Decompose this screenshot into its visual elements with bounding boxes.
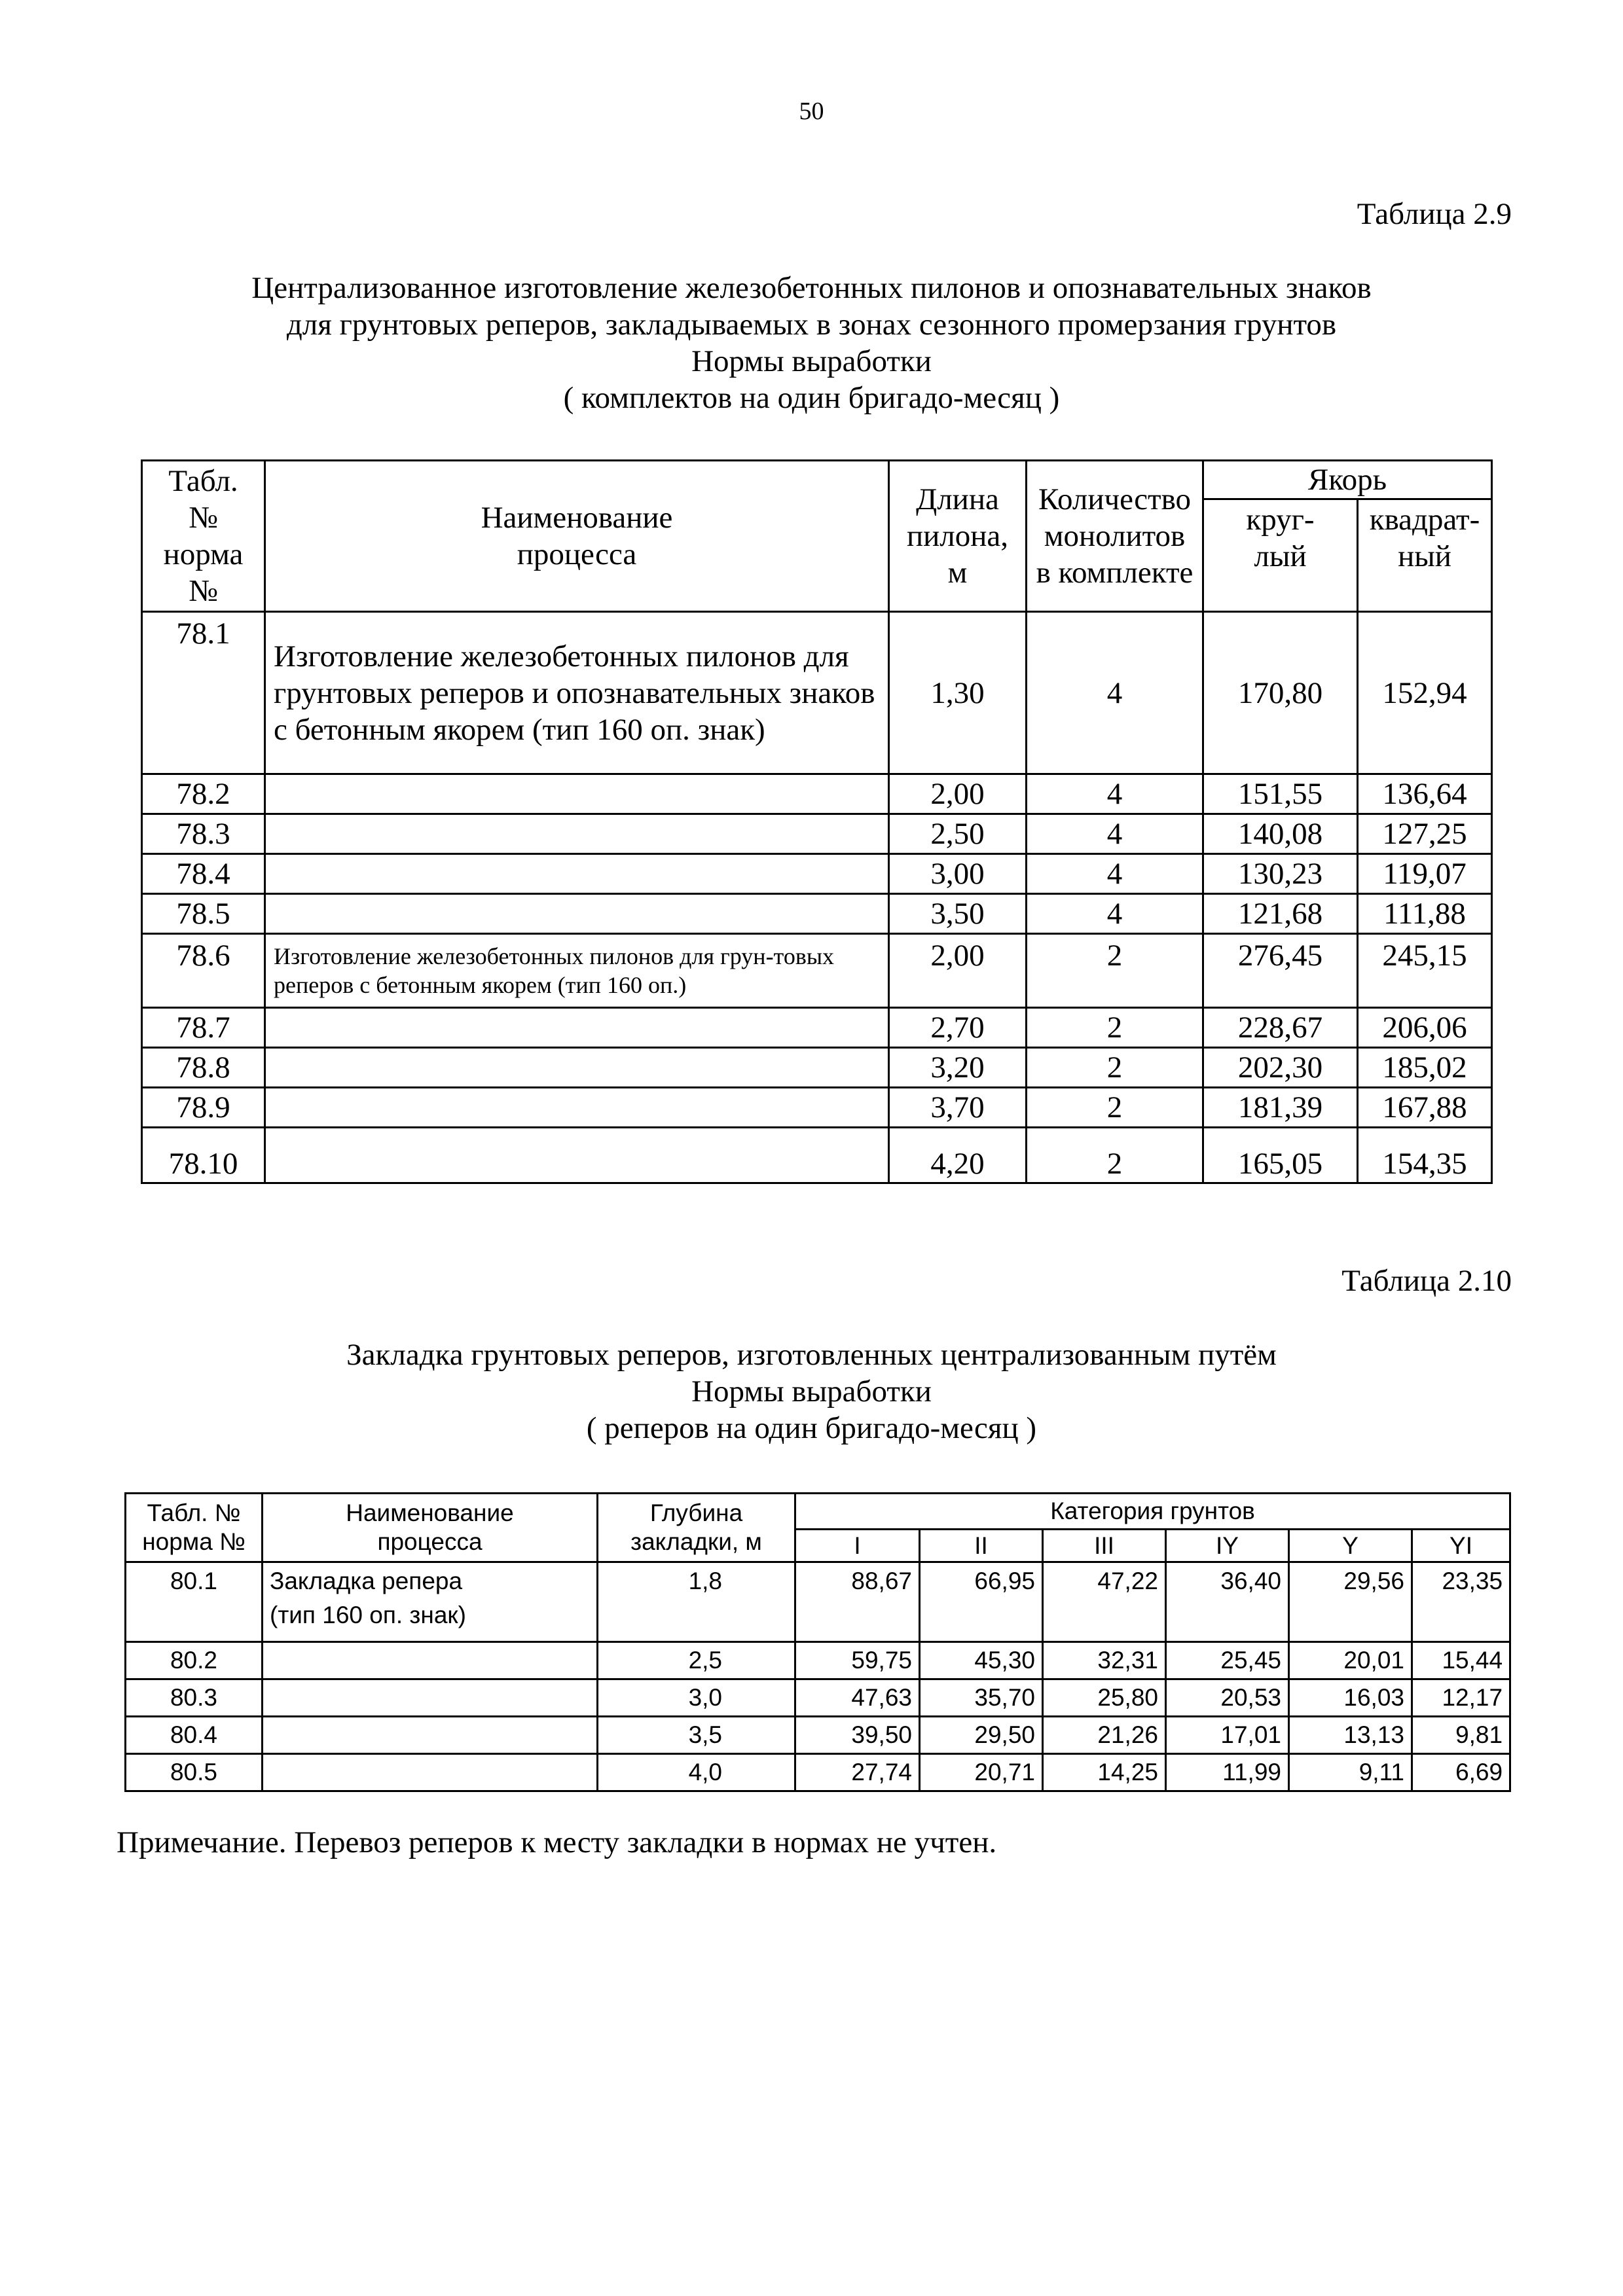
table-title-2-9: [0, 270, 1623, 416]
cell-category-1: 47,63: [795, 1679, 920, 1717]
cell-category-3: 14,25: [1043, 1754, 1166, 1791]
title-line: Закладка грунтовых реперов, изготовленных централизованным путём: [346, 1338, 1277, 1372]
cell-category-6: 15,44: [1412, 1642, 1510, 1679]
table-title-2-10: [0, 1336, 1623, 1446]
cell-process-name: [265, 854, 889, 894]
cell-norm: 80.2: [126, 1642, 263, 1679]
header-category-5: Y: [1289, 1530, 1412, 1562]
header-category-4: IY: [1166, 1530, 1289, 1562]
cell-norm: 78.7: [142, 1008, 265, 1048]
cell-length: 3,20: [889, 1048, 1027, 1088]
cell-length: 3,00: [889, 854, 1027, 894]
cell-category-6: 9,81: [1412, 1717, 1510, 1754]
title-line: ( комплектов на один бригадо-месяц ): [563, 381, 1060, 415]
cell-count: 4: [1027, 854, 1203, 894]
cell-category-2: 35,70: [920, 1679, 1043, 1717]
cell-norm: 78.1: [142, 612, 265, 774]
cell-round: 130,23: [1203, 854, 1358, 894]
table-row: [142, 894, 1492, 934]
table-row: [126, 1642, 1510, 1679]
header-category-3: III: [1043, 1530, 1166, 1562]
cell-count: 4: [1027, 774, 1203, 814]
cell-round: 121,68: [1203, 894, 1358, 934]
cell-square: 152,94: [1358, 612, 1492, 774]
cell-square: 111,88: [1358, 894, 1492, 934]
header-soil-category: Категория грунтов: [795, 1494, 1510, 1530]
cell-norm: 78.9: [142, 1088, 265, 1128]
cell-category-4: 20,53: [1166, 1679, 1289, 1717]
page-number: 50: [799, 98, 824, 125]
cell-round: 165,05: [1203, 1128, 1358, 1183]
cell-length: 2,00: [889, 774, 1027, 814]
cell-norm: 80.1: [126, 1562, 263, 1642]
title-line: Нормы выработки: [691, 1374, 932, 1408]
cell-category-1: 88,67: [795, 1562, 920, 1642]
table-label-2-10: Таблица 2.10: [1341, 1264, 1512, 1298]
cell-process-name: [265, 1088, 889, 1128]
cell-category-4: 17,01: [1166, 1717, 1289, 1754]
cell-norm: 78.3: [142, 814, 265, 854]
table-row: [126, 1754, 1510, 1791]
header-norm: Табл. № норма №: [126, 1494, 263, 1562]
cell-square: 245,15: [1358, 934, 1492, 1008]
cell-category-5: 29,56: [1289, 1562, 1412, 1642]
cell-process-name: [263, 1717, 598, 1754]
cell-round: 151,55: [1203, 774, 1358, 814]
cell-category-4: 11,99: [1166, 1754, 1289, 1791]
header-category-6: YI: [1412, 1530, 1510, 1562]
cell-process-name: Изготовление железобетонных пилонов для грун-товых реперов с бетонным якорем (тип 160 оп.): [265, 934, 889, 1008]
title-line: для грунтовых реперов, закладываемых в зонах сезонного промерзания грунтов: [286, 308, 1337, 342]
cell-square: 167,88: [1358, 1088, 1492, 1128]
cell-count: 4: [1027, 894, 1203, 934]
cell-norm: 80.4: [126, 1717, 263, 1754]
cell-category-5: 20,01: [1289, 1642, 1412, 1679]
cell-square: 206,06: [1358, 1008, 1492, 1048]
cell-count: 4: [1027, 814, 1203, 854]
cell-norm: 78.8: [142, 1048, 265, 1088]
cell-category-1: 27,74: [795, 1754, 920, 1791]
cell-process-name: [263, 1642, 598, 1679]
cell-norm: 78.4: [142, 854, 265, 894]
cell-length: 1,30: [889, 612, 1027, 774]
table-row: [142, 774, 1492, 814]
cell-depth: 1,8: [598, 1562, 795, 1642]
cell-category-3: 25,80: [1043, 1679, 1166, 1717]
table-row: [126, 1562, 1510, 1642]
cell-category-2: 29,50: [920, 1717, 1043, 1754]
cell-round: 228,67: [1203, 1008, 1358, 1048]
cell-square: 136,64: [1358, 774, 1492, 814]
cell-length: 4,20: [889, 1128, 1027, 1183]
cell-round: 140,08: [1203, 814, 1358, 854]
cell-category-6: 12,17: [1412, 1679, 1510, 1717]
cell-process-name: [263, 1754, 598, 1791]
cell-category-2: 45,30: [920, 1642, 1043, 1679]
header-process-name: Наименование процесса: [263, 1494, 598, 1562]
cell-category-1: 59,75: [795, 1642, 920, 1679]
cell-category-3: 21,26: [1043, 1717, 1166, 1754]
table-row: [142, 1048, 1492, 1088]
cell-count: 2: [1027, 934, 1203, 1008]
header-monolith-count: Количество монолитов в комплекте: [1027, 461, 1203, 612]
cell-depth: 3,5: [598, 1717, 795, 1754]
header-pylon-length: Длина пилона, м: [889, 461, 1027, 612]
header-category-1: I: [795, 1530, 920, 1562]
cell-process-name: [265, 774, 889, 814]
cell-category-1: 39,50: [795, 1717, 920, 1754]
cell-length: 2,50: [889, 814, 1027, 854]
cell-depth: 4,0: [598, 1754, 795, 1791]
table-row: [142, 814, 1492, 854]
norms-table-2-9: [141, 459, 1493, 1184]
cell-length: 2,00: [889, 934, 1027, 1008]
header-process-name: Наименование процесса: [265, 461, 889, 612]
cell-process-name: [265, 1128, 889, 1183]
title-line: Централизованное изготовление железобетонных пилонов и опознавательных знаков: [251, 271, 1372, 305]
cell-category-5: 13,13: [1289, 1717, 1412, 1754]
title-line: ( реперов на один бригадо-месяц ): [586, 1411, 1037, 1445]
cell-count: 2: [1027, 1128, 1203, 1183]
cell-count: 2: [1027, 1088, 1203, 1128]
cell-process-name: [265, 1048, 889, 1088]
cell-square: 154,35: [1358, 1128, 1492, 1183]
cell-norm: 80.3: [126, 1679, 263, 1717]
cell-norm: 78.6: [142, 934, 265, 1008]
cell-round: 181,39: [1203, 1088, 1358, 1128]
cell-square: 185,02: [1358, 1048, 1492, 1088]
cell-length: 2,70: [889, 1008, 1027, 1048]
cell-round: 276,45: [1203, 934, 1358, 1008]
cell-norm: 78.10: [142, 1128, 265, 1183]
cell-count: 4: [1027, 612, 1203, 774]
header-category-2: II: [920, 1530, 1043, 1562]
cell-category-5: 16,03: [1289, 1679, 1412, 1717]
table-row: [126, 1717, 1510, 1754]
title-line: Нормы выработки: [691, 344, 932, 378]
table-row: [142, 1008, 1492, 1048]
table-row: [142, 612, 1492, 774]
cell-depth: 2,5: [598, 1642, 795, 1679]
cell-square: 119,07: [1358, 854, 1492, 894]
cell-norm: 78.2: [142, 774, 265, 814]
cell-process-name: [265, 1008, 889, 1048]
cell-category-6: 23,35: [1412, 1562, 1510, 1642]
cell-count: 2: [1027, 1008, 1203, 1048]
cell-round: 170,80: [1203, 612, 1358, 774]
cell-category-4: 36,40: [1166, 1562, 1289, 1642]
header-anchor-square: квадрат- ный: [1358, 499, 1492, 612]
cell-length: 3,70: [889, 1088, 1027, 1128]
header-depth: Глубина закладки, м: [598, 1494, 795, 1562]
cell-category-4: 25,45: [1166, 1642, 1289, 1679]
cell-count: 2: [1027, 1048, 1203, 1088]
table-row: [142, 1128, 1492, 1183]
table-label-2-9: Таблица 2.9: [1357, 197, 1512, 231]
cell-category-3: 32,31: [1043, 1642, 1166, 1679]
cell-category-5: 9,11: [1289, 1754, 1412, 1791]
cell-process-name: Закладка репера (тип 160 оп. знак): [263, 1562, 598, 1642]
cell-round: 202,30: [1203, 1048, 1358, 1088]
cell-process-name: Изготовление железобетонных пилонов для грунтовых реперов и опознавательных знаков с бетонным якорем (тип 160 оп. знак): [265, 612, 889, 774]
cell-depth: 3,0: [598, 1679, 795, 1717]
header-norm: Табл. № норма №: [142, 461, 265, 612]
norms-table-2-10: [124, 1492, 1511, 1792]
cell-category-6: 6,69: [1412, 1754, 1510, 1791]
cell-category-2: 66,95: [920, 1562, 1043, 1642]
header-anchor: Якорь: [1203, 461, 1492, 499]
cell-process-name: [263, 1679, 598, 1717]
table-row: [142, 854, 1492, 894]
cell-process-name: [265, 894, 889, 934]
cell-process-name: [265, 814, 889, 854]
cell-norm: 80.5: [126, 1754, 263, 1791]
cell-norm: 78.5: [142, 894, 265, 934]
table-row: [142, 1088, 1492, 1128]
cell-length: 3,50: [889, 894, 1027, 934]
header-row: [142, 461, 1492, 499]
footnote: Примечание. Перевоз реперов к месту закладки в нормах не учтен.: [117, 1825, 997, 1859]
table-row: [126, 1679, 1510, 1717]
table-row: [142, 934, 1492, 1008]
cell-category-3: 47,22: [1043, 1562, 1166, 1642]
header-anchor-round: круг- лый: [1203, 499, 1358, 612]
cell-square: 127,25: [1358, 814, 1492, 854]
header-row: [126, 1494, 1510, 1530]
cell-category-2: 20,71: [920, 1754, 1043, 1791]
